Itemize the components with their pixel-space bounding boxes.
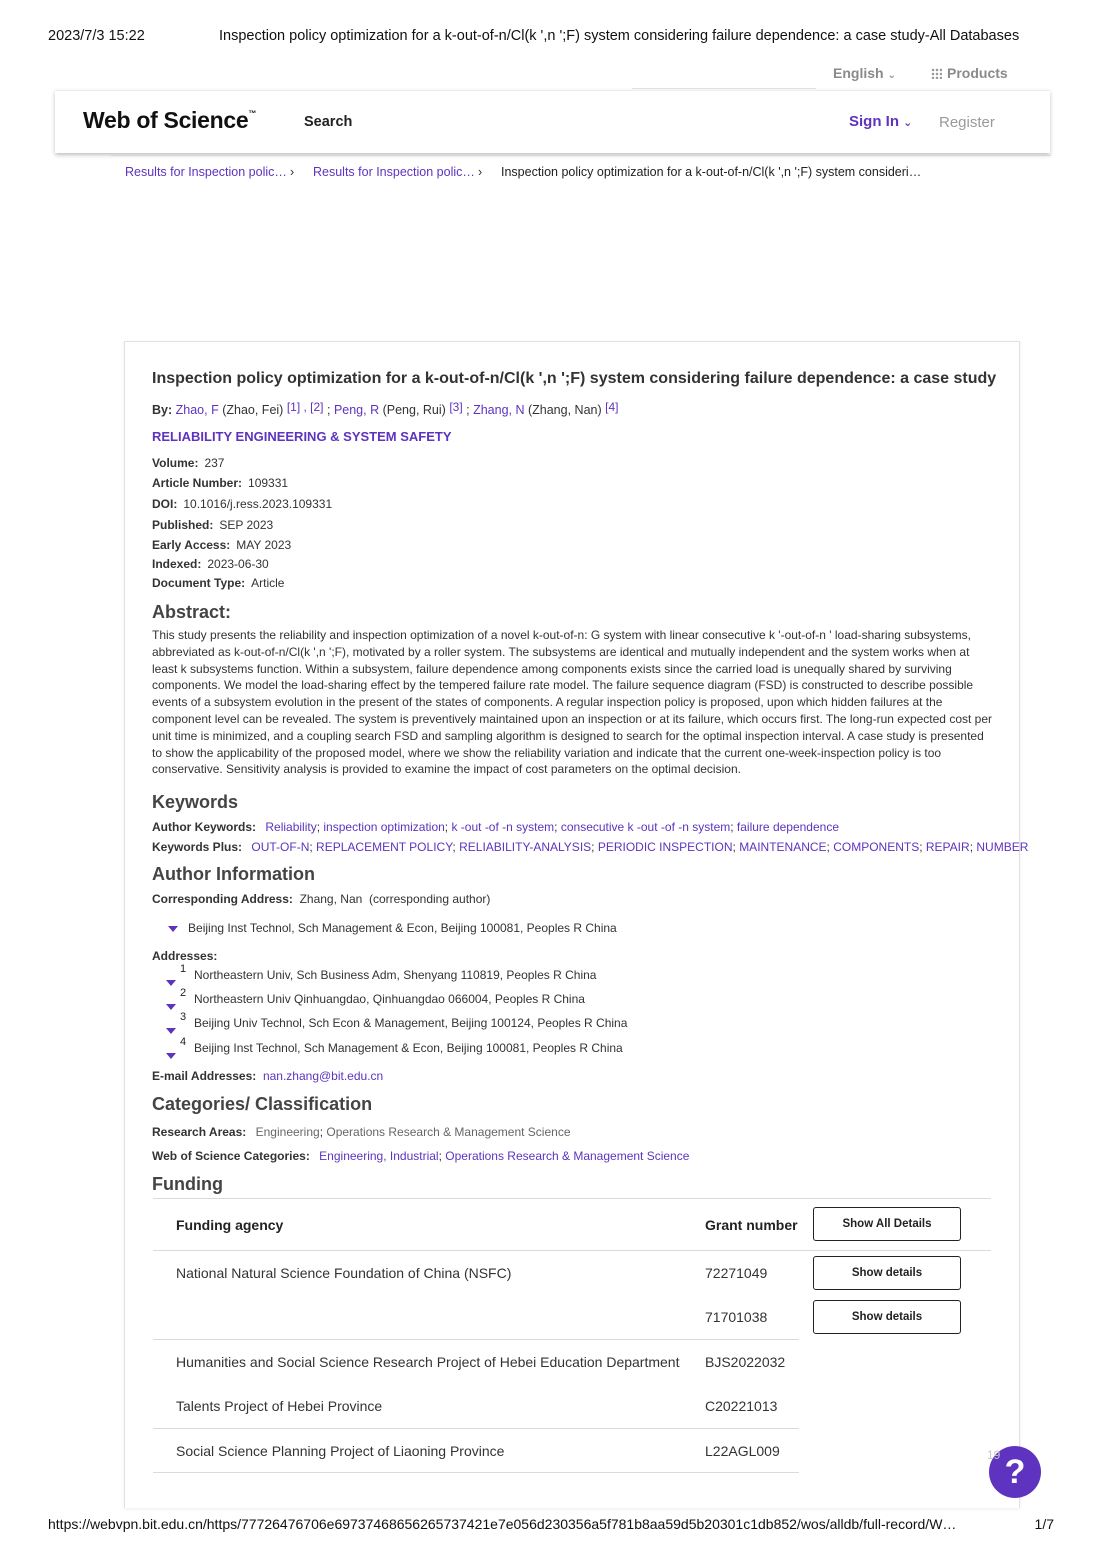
corresponding-name: Zhang, Nan	[299, 892, 363, 906]
caret-down-icon	[166, 1028, 176, 1034]
author-full-name: (Peng, Rui)	[382, 403, 446, 417]
meta-early-access	[152, 538, 291, 552]
keyword-link[interactable]: k -out -of -n system	[451, 820, 555, 834]
meta-value: 237	[204, 456, 225, 470]
address-number: 3	[180, 1011, 187, 1023]
meta-value: 2023-06-30	[207, 557, 269, 571]
chevron-right-icon: ›	[290, 165, 295, 179]
email-link[interactable]: nan.zhang@bit.edu.cn	[262, 1069, 384, 1083]
address-text: Northeastern Univ Qinhuangdao, Qinhuangdao 066004, Peoples R China	[194, 992, 585, 1006]
sign-in-button[interactable]	[849, 113, 912, 130]
print-page-number: 1/7	[1034, 1516, 1054, 1532]
caret-down-icon	[168, 926, 178, 932]
keyword-link[interactable]: consecutive k -out -of -n system	[560, 820, 731, 834]
author-ref[interactable]: [1] , [2]	[286, 400, 324, 414]
address-text: Northeastern Univ, Sch Business Adm, Shenyang 110819, Peoples R China	[194, 968, 597, 982]
show-details-button[interactable]: Show details	[813, 1256, 961, 1290]
meta-value: MAY 2023	[236, 538, 292, 552]
author-link-zhao[interactable]: Zhao, F	[175, 403, 219, 417]
by-label: By:	[152, 403, 173, 417]
products-button[interactable]	[931, 65, 1008, 81]
grant-number-cell: 72271049	[705, 1265, 768, 1281]
logo-text: Web of Science	[83, 107, 249, 133]
funding-heading: Funding	[152, 1174, 223, 1194]
table-row-divider	[153, 1472, 799, 1473]
author-ref[interactable]: [4]	[605, 400, 619, 414]
addresses-list	[166, 963, 766, 1063]
wos-categories-row: Web of Science Categories: Engineering, Industrial; Operations Research & Management Science	[152, 1149, 690, 1163]
divider	[111, 155, 1051, 156]
keyword-link[interactable]: Reliability	[265, 820, 317, 834]
keyword-plus-link[interactable]: OUT-OF-N	[251, 840, 310, 854]
research-area: Engineering	[255, 1125, 320, 1139]
nav-search-link[interactable]: Search	[304, 114, 353, 130]
meta-article-number	[152, 476, 288, 490]
meta-indexed	[152, 557, 269, 571]
print-datetime: 2023/7/3 15:22	[48, 28, 145, 44]
keyword-plus-link[interactable]: RELIABILITY-ANALYSIS	[459, 840, 592, 854]
funding-table	[153, 1198, 991, 1473]
wos-category-link[interactable]: Engineering, Industrial	[319, 1149, 439, 1163]
keyword-plus-link[interactable]: NUMBER	[976, 840, 1029, 854]
address-item[interactable]	[166, 987, 766, 1011]
address-number: 4	[180, 1036, 187, 1048]
meta-document-type	[152, 576, 284, 590]
meta-value: Article	[251, 576, 285, 590]
keywords-heading: Keywords	[152, 792, 239, 812]
chevron-right-icon: ›	[478, 165, 483, 179]
caret-down-icon	[166, 1053, 176, 1059]
products-label: Products	[947, 65, 1008, 81]
keyword-plus-link[interactable]: REPAIR	[925, 840, 970, 854]
author-link-peng[interactable]: Peng, R	[333, 403, 380, 417]
caret-down-icon	[166, 1004, 176, 1010]
address-text: Beijing Univ Technol, Sch Econ & Management, Beijing 100124, Peoples R China	[194, 1016, 628, 1030]
meta-value: 10.1016/j.ress.2023.109331	[183, 497, 333, 511]
wos-logo[interactable]	[83, 107, 256, 134]
keyword-link[interactable]: failure dependence	[736, 820, 840, 834]
addresses-label	[152, 949, 217, 963]
keyword-plus-link[interactable]: MAINTENANCE	[739, 840, 827, 854]
email-row	[152, 1069, 383, 1083]
sign-in-label: Sign In	[849, 113, 899, 130]
author-full-name: (Zhang, Nan)	[527, 403, 602, 417]
print-page-title: Inspection policy optimization for a k-out-of-n/Cl(k ',n ';F) system considering failure dependence: a case study-All Databases	[219, 28, 1020, 44]
address-text: Beijing Inst Technol, Sch Management & Econ, Beijing 100081, Peoples R China	[194, 1041, 623, 1055]
abstract-text: This study presents the reliability and inspection optimization of a novel k-out-of-n: G system with linear consecutive k '-out-of-n ' load-sharing subsystems, abbreviated as k-out-of-n/Cl(k ',n ';F), motivated by a roller system. The subsystems are identical and mutually independent and the system works when at least k subsystems function. Within a subsystem, failure dependence among components exists since the carried load is unequally shared by surviving components. We model the load-sharing effect by the tempered failure rate model. The failure sequence diagram (FSD) is constructed to describe possible events of a subsystem evolution in the present of the states of components. A regular inspection policy is proposed, upon which hidden failures at the component level can be revealed. The system is preventively maintained upon an inspection or at its failure, which occurs first. The long-run expected cost per unit time is minimized, and a coupling search FSD and sampling algorithm is designed to search for the optimal inspection interval. A case study is presented to show the applicability of the proposed model, where we show the reliability variation and indicate that the current one-week-inspection policy is too conservative. Sensitivity analysis is provided to examine the impact of cost parameters on the optimal decision.	[152, 628, 992, 777]
divider	[632, 88, 816, 89]
column-header-grant: Grant number	[705, 1217, 798, 1233]
meta-value: 109331	[248, 476, 289, 490]
corresponding-address-text: Beijing Inst Technol, Sch Management & Econ, Beijing 100081, Peoples R China	[188, 921, 617, 935]
grid-icon	[931, 68, 942, 79]
address-item[interactable]	[166, 1011, 766, 1035]
author-full-name: (Zhao, Fei)	[222, 403, 284, 417]
table-row-divider	[153, 1428, 799, 1429]
show-details-button[interactable]: Show details	[813, 1300, 961, 1334]
funding-agency-cell: National Natural Science Foundation of China (NSFC)	[176, 1265, 512, 1281]
corresponding-address-row	[152, 892, 490, 906]
record-title: Inspection policy optimization for a k-out-of-n/Cl(k ',n ';F) system considering failure dependence: a case study	[152, 370, 997, 387]
keywords-plus-row: Keywords Plus: OUT-OF-N; REPLACEMENT POLICY; RELIABILITY-ANALYSIS; PERIODIC INSPECTION; MAINTENANCE; COMPONENTS; REPAIR; NUMBER	[152, 840, 1029, 854]
research-areas-label: Research Areas:	[152, 1125, 247, 1139]
address-number: 2	[180, 987, 187, 999]
grant-number-cell: 71701038	[705, 1309, 768, 1325]
meta-published	[152, 518, 273, 532]
logo-trademark: ™	[248, 109, 257, 118]
grant-number-cell: C20221013	[705, 1398, 778, 1414]
keyword-plus-link[interactable]: REPLACEMENT POLICY	[316, 840, 453, 854]
meta-label: DOI:	[152, 497, 178, 511]
register-button[interactable]: Register	[939, 114, 995, 131]
table-row-divider	[153, 1250, 991, 1251]
meta-label: Volume:	[152, 456, 199, 470]
addresses-label-text: Addresses:	[152, 949, 218, 963]
meta-label: Document Type:	[152, 576, 246, 590]
meta-label: Indexed:	[152, 557, 202, 571]
email-label: E-mail Addresses:	[152, 1069, 257, 1083]
author-keywords-row: Author Keywords: Reliability; inspection optimization; k -out -of -n system; consecutive k -out -of -n system; failure dependence	[152, 820, 840, 834]
grant-number-cell: BJS2022032	[705, 1354, 786, 1370]
help-badge-count: 19	[987, 1448, 1001, 1462]
corresponding-label: Corresponding Address:	[152, 892, 293, 906]
caret-down-icon	[166, 980, 176, 986]
top-navbar	[55, 90, 1050, 153]
abstract-heading: Abstract:	[152, 602, 232, 622]
wos-categories-label: Web of Science Categories:	[152, 1149, 310, 1163]
print-url: https://webvpn.bit.edu.cn/https/77726476706e69737468656265737421e7e056d230356a5f781b8aa59d5b20301c1db852/wos/alldb/full-record/W…	[48, 1516, 957, 1532]
address-item[interactable]	[166, 963, 766, 987]
research-areas-row: Research Areas: Engineering; Operations Research & Management Science	[152, 1125, 571, 1139]
breadcrumb-current: Inspection policy optimization for a k-out-of-n/Cl(k ',n ';F) system consideri…	[501, 165, 922, 179]
address-number: 1	[180, 963, 187, 975]
breadcrumb-item-results-2[interactable]: Results for Inspection polic…	[313, 165, 475, 179]
meta-label: Early Access:	[152, 538, 231, 552]
table-border	[153, 1198, 991, 1199]
table-row-divider	[153, 1339, 799, 1340]
question-icon: ?	[1004, 1453, 1026, 1491]
meta-volume	[152, 456, 224, 470]
chevron-down-icon: ⌄	[887, 70, 896, 81]
categories-heading: Categories/ Classification	[152, 1094, 373, 1114]
funding-agency-cell: Talents Project of Hebei Province	[176, 1398, 383, 1414]
author-information-heading: Author Information	[152, 864, 315, 884]
corresponding-address-item[interactable]	[168, 921, 617, 935]
wos-category-link[interactable]: Operations Research & Management Science	[445, 1149, 690, 1163]
language-label: English	[833, 65, 884, 81]
chevron-down-icon: ⌄	[903, 117, 913, 129]
journal-link[interactable]: RELIABILITY ENGINEERING & SYSTEM SAFETY	[152, 429, 452, 444]
keyword-link[interactable]: inspection optimization	[323, 820, 445, 834]
author-link-zhang[interactable]: Zhang, N	[473, 403, 525, 417]
meta-value: SEP 2023	[219, 518, 274, 532]
keywords-plus-label: Keywords Plus:	[152, 840, 243, 854]
language-selector[interactable]	[833, 65, 896, 81]
meta-doi	[152, 497, 332, 511]
research-area: Operations Research & Management Science	[326, 1125, 571, 1139]
show-all-details-button[interactable]: Show All Details	[813, 1207, 961, 1241]
funding-agency-cell: Social Science Planning Project of Liaoning Province	[176, 1443, 505, 1459]
keyword-plus-link[interactable]: PERIODIC INSPECTION	[597, 840, 733, 854]
keyword-plus-link[interactable]: COMPONENTS	[833, 840, 920, 854]
author-ref[interactable]: [3]	[449, 400, 463, 414]
author-keywords-label: Author Keywords:	[152, 820, 257, 834]
meta-label: Article Number:	[152, 476, 243, 490]
grant-number-cell: L22AGL009	[705, 1443, 780, 1459]
funding-agency-cell: Humanities and Social Science Research Project of Hebei Education Department	[176, 1354, 680, 1370]
address-item[interactable]	[166, 1036, 766, 1060]
breadcrumb-item-results-1[interactable]: Results for Inspection polic…	[125, 165, 287, 179]
authors-line: By: Zhao, F (Zhao, Fei) [1] , [2] ; Peng, R (Peng, Rui) [3] ; Zhang, N (Zhang, Nan) [4]	[152, 400, 619, 417]
meta-label: Published:	[152, 518, 214, 532]
corresponding-note: (corresponding author)	[368, 892, 491, 906]
column-header-agency: Funding agency	[176, 1217, 284, 1233]
